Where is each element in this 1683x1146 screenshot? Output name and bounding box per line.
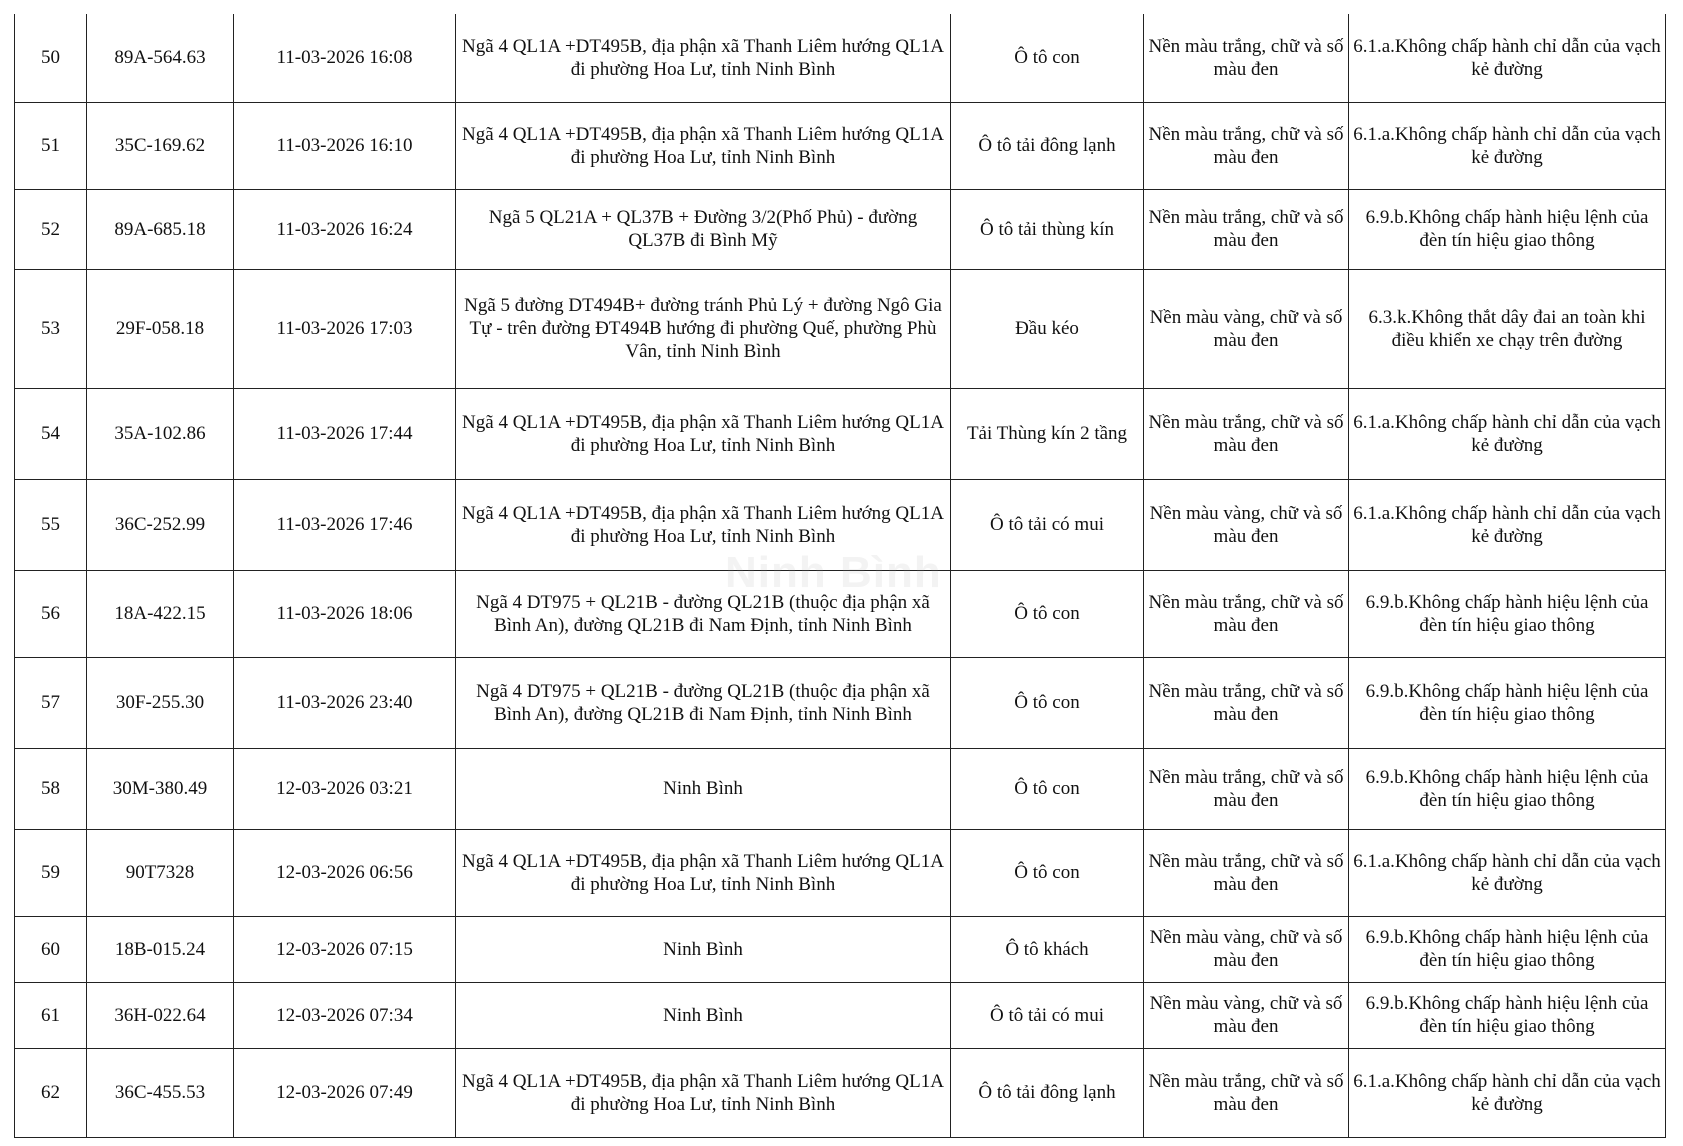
table-row xyxy=(15,1048,1666,1137)
violation-time-cell: 11-03-2026 23:40 xyxy=(234,657,456,748)
plate-color-cell: Nền màu vàng, chữ và số màu đen xyxy=(1144,269,1349,388)
location-cell: Ngã 4 QL1A +DT495B, địa phận xã Thanh Liêm hướng QL1A đi phường Hoa Lư, tỉnh Ninh Bình xyxy=(456,102,951,189)
row-number-cell: 51 xyxy=(15,102,87,189)
plate-color-cell: Nền màu trắng, chữ và số màu đen xyxy=(1144,657,1349,748)
violation-cell: 6.1.a.Không chấp hành chỉ dẫn của vạch kẻ đường xyxy=(1349,102,1666,189)
violation-time-cell: 12-03-2026 07:15 xyxy=(234,916,456,982)
license-plate-cell: 89A-564.63 xyxy=(87,14,234,102)
license-plate-cell: 30M-380.49 xyxy=(87,748,234,829)
vehicle-type-cell: Ô tô con xyxy=(951,657,1144,748)
license-plate-cell: 36C-455.53 xyxy=(87,1048,234,1137)
location-cell: Ngã 4 QL1A +DT495B, địa phận xã Thanh Liêm hướng QL1A đi phường Hoa Lư, tỉnh Ninh Bình xyxy=(456,388,951,479)
license-plate-cell: 36H-022.64 xyxy=(87,982,234,1048)
location-cell: Ngã 4 DT975 + QL21B - đường QL21B (thuộc địa phận xã Bình An), đường QL21B đi Nam Định, tỉnh Ninh Bình xyxy=(456,570,951,657)
table-row xyxy=(15,829,1666,916)
violation-time-cell: 11-03-2026 16:24 xyxy=(234,189,456,269)
location-cell: Ngã 5 QL21A + QL37B + Đường 3/2(Phố Phủ) - đường QL37B đi Bình Mỹ xyxy=(456,189,951,269)
table-row xyxy=(15,189,1666,269)
vehicle-type-cell: Tải Thùng kín 2 tầng xyxy=(951,388,1144,479)
vehicle-type-cell: Ô tô tải thùng kín xyxy=(951,189,1144,269)
plate-color-cell: Nền màu trắng, chữ và số màu đen xyxy=(1144,570,1349,657)
license-plate-cell: 35C-169.62 xyxy=(87,102,234,189)
row-number-cell: 52 xyxy=(15,189,87,269)
violation-table xyxy=(14,14,1666,1138)
violation-cell: 6.1.a.Không chấp hành chỉ dẫn của vạch kẻ đường xyxy=(1349,829,1666,916)
plate-color-cell: Nền màu trắng, chữ và số màu đen xyxy=(1144,388,1349,479)
location-cell: Ninh Bình xyxy=(456,982,951,1048)
license-plate-cell: 18A-422.15 xyxy=(87,570,234,657)
violation-table-container xyxy=(14,14,1665,1138)
violation-cell: 6.9.b.Không chấp hành hiệu lệnh của đèn tín hiệu giao thông xyxy=(1349,982,1666,1048)
row-number-cell: 53 xyxy=(15,269,87,388)
violation-cell: 6.1.a.Không chấp hành chỉ dẫn của vạch kẻ đường xyxy=(1349,479,1666,570)
license-plate-cell: 89A-685.18 xyxy=(87,189,234,269)
row-number-cell: 56 xyxy=(15,570,87,657)
violation-time-cell: 11-03-2026 17:44 xyxy=(234,388,456,479)
violation-time-cell: 11-03-2026 18:06 xyxy=(234,570,456,657)
row-number-cell: 60 xyxy=(15,916,87,982)
plate-color-cell: Nền màu vàng, chữ và số màu đen xyxy=(1144,982,1349,1048)
location-cell: Ngã 4 QL1A +DT495B, địa phận xã Thanh Liêm hướng QL1A đi phường Hoa Lư, tỉnh Ninh Bình xyxy=(456,1048,951,1137)
plate-color-cell: Nền màu trắng, chữ và số màu đen xyxy=(1144,829,1349,916)
vehicle-type-cell: Ô tô tải đông lạnh xyxy=(951,102,1144,189)
vehicle-type-cell: Ô tô con xyxy=(951,829,1144,916)
vehicle-type-cell: Ô tô con xyxy=(951,748,1144,829)
violation-cell: 6.3.k.Không thắt dây đai an toàn khi điều khiển xe chạy trên đường xyxy=(1349,269,1666,388)
table-row xyxy=(15,269,1666,388)
table-row xyxy=(15,102,1666,189)
license-plate-cell: 35A-102.86 xyxy=(87,388,234,479)
violation-time-cell: 12-03-2026 06:56 xyxy=(234,829,456,916)
row-number-cell: 57 xyxy=(15,657,87,748)
vehicle-type-cell: Ô tô tải có mui xyxy=(951,982,1144,1048)
vehicle-type-cell: Ô tô con xyxy=(951,14,1144,102)
license-plate-cell: 36C-252.99 xyxy=(87,479,234,570)
table-row xyxy=(15,982,1666,1048)
violation-cell: 6.1.a.Không chấp hành chỉ dẫn của vạch kẻ đường xyxy=(1349,388,1666,479)
plate-color-cell: Nền màu trắng, chữ và số màu đen xyxy=(1144,102,1349,189)
location-cell: Ngã 4 DT975 + QL21B - đường QL21B (thuộc địa phận xã Bình An), đường QL21B đi Nam Định, tỉnh Ninh Bình xyxy=(456,657,951,748)
violation-time-cell: 11-03-2026 16:10 xyxy=(234,102,456,189)
plate-color-cell: Nền màu vàng, chữ và số màu đen xyxy=(1144,916,1349,982)
table-row xyxy=(15,657,1666,748)
row-number-cell: 55 xyxy=(15,479,87,570)
violation-time-cell: 12-03-2026 07:34 xyxy=(234,982,456,1048)
vehicle-type-cell: Ô tô tải đông lạnh xyxy=(951,1048,1144,1137)
violation-time-cell: 12-03-2026 03:21 xyxy=(234,748,456,829)
violation-cell: 6.1.a.Không chấp hành chỉ dẫn của vạch kẻ đường xyxy=(1349,14,1666,102)
license-plate-cell: 90T7328 xyxy=(87,829,234,916)
license-plate-cell: 18B-015.24 xyxy=(87,916,234,982)
plate-color-cell: Nền màu trắng, chữ và số màu đen xyxy=(1144,189,1349,269)
location-cell: Ngã 5 đường DT494B+ đường tránh Phủ Lý + đường Ngô Gia Tự - trên đường ĐT494B hướng đi phường Quế, phường Phù Vân, tỉnh Ninh Bình xyxy=(456,269,951,388)
license-plate-cell: 30F-255.30 xyxy=(87,657,234,748)
watermark-logo: Ninh Bình xyxy=(725,548,942,597)
row-number-cell: 59 xyxy=(15,829,87,916)
location-cell: Ngã 4 QL1A +DT495B, địa phận xã Thanh Liêm hướng QL1A đi phường Hoa Lư, tỉnh Ninh Bình xyxy=(456,829,951,916)
plate-color-cell: Nền màu trắng, chữ và số màu đen xyxy=(1144,1048,1349,1137)
row-number-cell: 62 xyxy=(15,1048,87,1137)
location-cell: Ninh Bình xyxy=(456,916,951,982)
violation-time-cell: 11-03-2026 17:46 xyxy=(234,479,456,570)
violation-cell: 6.9.b.Không chấp hành hiệu lệnh của đèn tín hiệu giao thông xyxy=(1349,748,1666,829)
table-row xyxy=(15,388,1666,479)
violation-cell: 6.9.b.Không chấp hành hiệu lệnh của đèn tín hiệu giao thông xyxy=(1349,189,1666,269)
vehicle-type-cell: Ô tô tải có mui xyxy=(951,479,1144,570)
row-number-cell: 61 xyxy=(15,982,87,1048)
license-plate-cell: 29F-058.18 xyxy=(87,269,234,388)
location-cell: Ninh Bình xyxy=(456,748,951,829)
violation-cell: 6.9.b.Không chấp hành hiệu lệnh của đèn tín hiệu giao thông xyxy=(1349,657,1666,748)
plate-color-cell: Nền màu trắng, chữ và số màu đen xyxy=(1144,748,1349,829)
table-body xyxy=(15,14,1666,1137)
vehicle-type-cell: Ô tô con xyxy=(951,570,1144,657)
vehicle-type-cell: Đầu kéo xyxy=(951,269,1144,388)
violation-cell: 6.9.b.Không chấp hành hiệu lệnh của đèn tín hiệu giao thông xyxy=(1349,916,1666,982)
violation-time-cell: 12-03-2026 07:49 xyxy=(234,1048,456,1137)
table-row xyxy=(15,14,1666,102)
row-number-cell: 50 xyxy=(15,14,87,102)
violation-time-cell: 11-03-2026 17:03 xyxy=(234,269,456,388)
plate-color-cell: Nền màu vàng, chữ và số màu đen xyxy=(1144,479,1349,570)
table-row xyxy=(15,570,1666,657)
location-cell: Ngã 4 QL1A +DT495B, địa phận xã Thanh Liêm hướng QL1A đi phường Hoa Lư, tỉnh Ninh Bình xyxy=(456,14,951,102)
table-row xyxy=(15,916,1666,982)
violation-cell: 6.1.a.Không chấp hành chỉ dẫn của vạch kẻ đường xyxy=(1349,1048,1666,1137)
row-number-cell: 54 xyxy=(15,388,87,479)
table-row xyxy=(15,479,1666,570)
vehicle-type-cell: Ô tô khách xyxy=(951,916,1144,982)
violation-cell: 6.9.b.Không chấp hành hiệu lệnh của đèn tín hiệu giao thông xyxy=(1349,570,1666,657)
location-cell: Ngã 4 QL1A +DT495B, địa phận xã Thanh Liêm hướng QL1A đi phường Hoa Lư, tỉnh Ninh Bình xyxy=(456,479,951,570)
table-row xyxy=(15,748,1666,829)
violation-time-cell: 11-03-2026 16:08 xyxy=(234,14,456,102)
plate-color-cell: Nền màu trắng, chữ và số màu đen xyxy=(1144,14,1349,102)
row-number-cell: 58 xyxy=(15,748,87,829)
